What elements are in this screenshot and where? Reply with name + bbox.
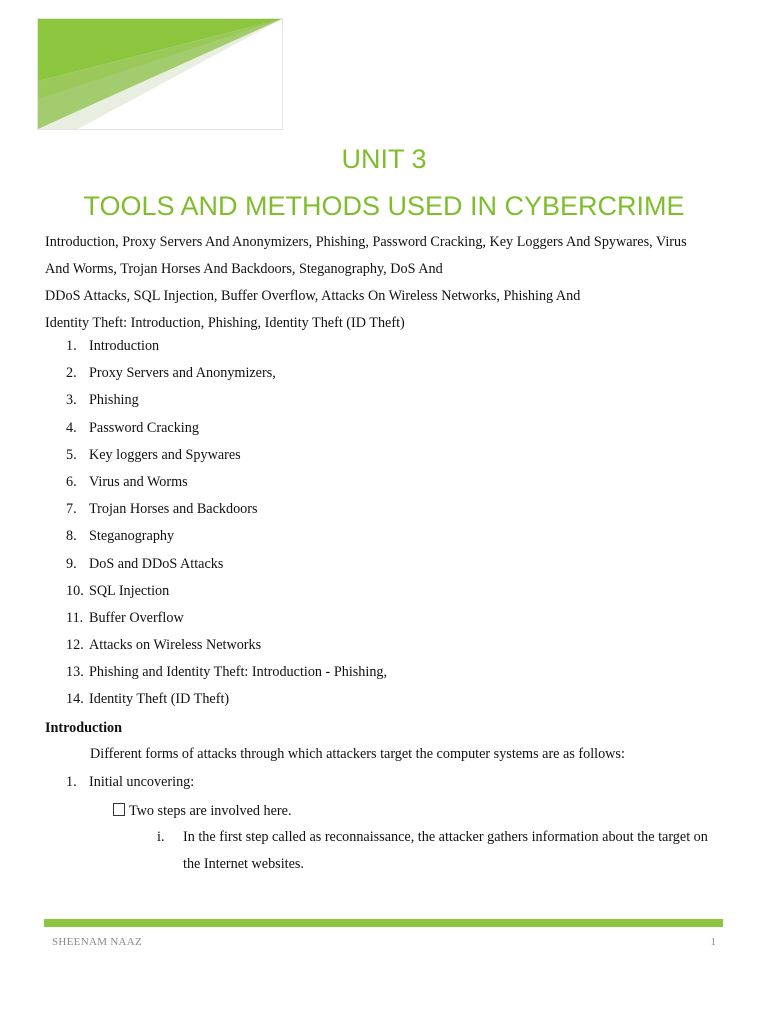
list-label: SQL Injection <box>89 582 170 599</box>
list-number: 14. <box>66 691 84 708</box>
list-item <box>66 578 387 605</box>
list-number: 2. <box>66 365 77 382</box>
sub-item-number: i. <box>157 829 165 845</box>
header-banner-graphic <box>37 18 283 130</box>
list-number: 8. <box>66 528 77 545</box>
list-label: Steganography <box>89 528 175 545</box>
topic-list <box>66 333 387 714</box>
bullet-text: Two steps are involved here. <box>129 803 292 819</box>
bullet-item <box>113 798 292 825</box>
list-item <box>66 551 387 578</box>
footer-author: SHEENAM NAAZ <box>52 936 143 948</box>
intro-line: Identity Theft: Introduction, Phishing, Identity Theft (ID Theft) <box>45 315 405 331</box>
page-number: 1 <box>710 936 716 948</box>
list-label: Introduction <box>89 338 160 354</box>
section-heading: Introduction <box>45 720 122 736</box>
list-number: 11. <box>66 609 84 626</box>
list-item <box>66 686 387 713</box>
section-paragraph: Different forms of attacks through which attackers target the computer systems are as follows: <box>90 746 625 762</box>
list-number: 7. <box>66 501 77 518</box>
list-item <box>66 496 387 523</box>
list-item <box>66 469 387 496</box>
list-number: 3. <box>66 392 77 409</box>
list-number: 6. <box>66 473 77 490</box>
list-number: 9. <box>66 555 77 572</box>
list-number: 1. <box>66 338 77 354</box>
list-item <box>66 523 387 550</box>
list-item <box>66 360 387 387</box>
list-label: Phishing <box>89 392 139 409</box>
list-label: Phishing and Identity Theft: Introduction - Phishing, <box>89 664 388 681</box>
list-item <box>66 415 387 442</box>
intro-line: And Worms, Trojan Horses And Backdoors, Steganography, DoS And <box>45 261 443 277</box>
list-label: Identity Theft (ID Theft) <box>89 691 230 708</box>
list-number: 4. <box>66 419 77 436</box>
intro-paragraph <box>45 229 735 337</box>
list-label: Password Cracking <box>89 419 199 436</box>
list-item <box>66 659 387 686</box>
list-label: DoS and DDoS Attacks <box>89 555 224 572</box>
intro-line: DDoS Attacks, SQL Injection, Buffer Overflow, Attacks On Wireless Networks, Phishing And <box>45 288 581 304</box>
unit-heading: UNIT 3 <box>341 144 427 174</box>
footer-divider <box>44 919 723 927</box>
missing-glyph-icon <box>113 803 125 816</box>
list-label: Key loggers and Spywares <box>89 446 241 463</box>
page-title: TOOLS AND METHODS USED IN CYBERCRIME <box>83 191 685 221</box>
list-item <box>66 333 387 360</box>
list-label: Virus and Worms <box>89 473 188 490</box>
list-number: 12. <box>66 637 84 654</box>
sub-item-text: In the first step called as reconnaissance, the attacker gathers information about the target on the Internet websites. <box>183 829 708 872</box>
list-number: 10. <box>66 582 84 599</box>
list-number: 13. <box>66 664 84 681</box>
list-label: Attacks on Wireless Networks <box>89 637 262 654</box>
list-label: Proxy Servers and Anonymizers, <box>89 365 276 382</box>
intro-line: Introduction, Proxy Servers And Anonymizers, Phishing, Password Cracking, Key Loggers And Spywares, Virus <box>45 234 687 250</box>
list-number: 5. <box>66 446 77 463</box>
list-item <box>66 605 387 632</box>
list-label: Buffer Overflow <box>89 609 184 626</box>
step-number: 1. <box>66 774 77 790</box>
list-item <box>66 632 387 659</box>
list-item <box>66 387 387 414</box>
step-label: Initial uncovering: <box>89 774 195 790</box>
list-item <box>66 442 387 469</box>
list-label: Trojan Horses and Backdoors <box>89 501 258 518</box>
